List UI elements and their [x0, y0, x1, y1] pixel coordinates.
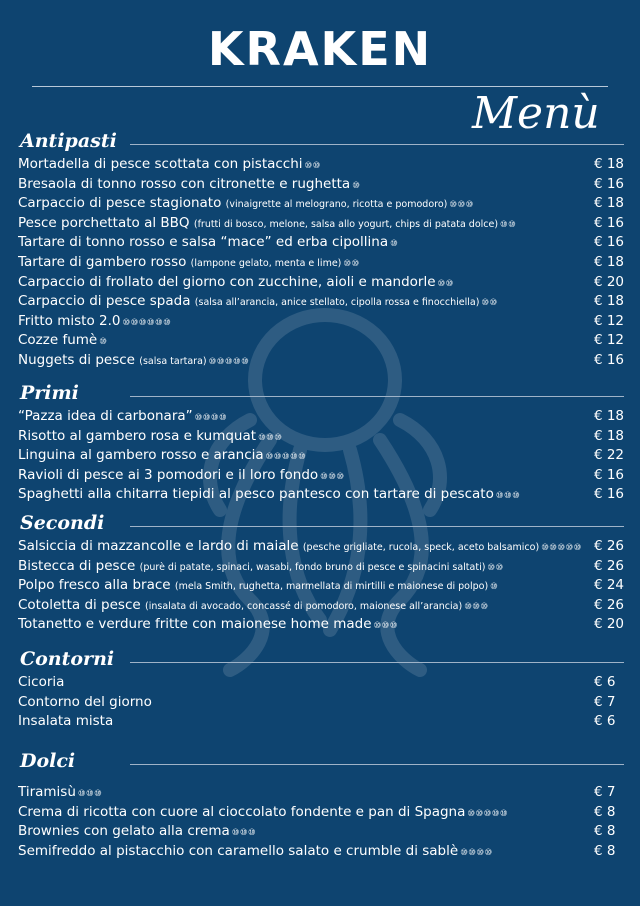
menu-item: Brownies con gelato alla crema ⑩⑩⑩ € 8 [18, 823, 624, 843]
allergen-icons: ⑩⑩⑩ [258, 432, 283, 443]
item-description: (lampone gelato, menta e lime) [190, 257, 342, 269]
menu-item: Cicoria € 6 [18, 674, 624, 694]
item-price: € 26 [593, 557, 624, 574]
menu-item: Risotto al gambero rosa e kumquat ⑩⑩⑩ € 18 [18, 427, 624, 444]
menu-item: Crema di ricotta con cuore al cioccolato fondente e pan di Spagna ⑩⑩⑩⑩⑩ € 8 [18, 804, 624, 824]
allergen-icons: ⑩⑩ [343, 258, 360, 269]
section-contorni [18, 648, 624, 733]
item-description: (pesche grigliate, rucola, speck, aceto balsamico) [302, 542, 540, 553]
section-secondi [18, 512, 624, 636]
allergen-icons: ⑩ [99, 337, 108, 348]
menu-item: Contorno del giorno € 7 [18, 694, 624, 714]
menu-item: “Pazza idea di carbonara” ⑩⑩⑩⑩ € 18 [18, 408, 624, 424]
item-description: (salsa all’arancia, anice stellato, cipolla rossa e finocchiella) [194, 297, 480, 309]
item-price: € 26 [593, 538, 624, 554]
menu-item: Tartare di gambero rosso (lampone gelato, menta e lime) ⑩⑩ € 18 [18, 253, 624, 270]
menu-item: Polpo fresco alla brace (mela Smith, rughetta, marmellata di mirtilli e maionese di polpo) ⑩ € 24 [18, 577, 624, 594]
item-price: € 20 [593, 616, 624, 633]
item-price: € 26 [593, 596, 624, 613]
menu-title: Menù [472, 88, 600, 139]
section-primi [18, 382, 624, 506]
allergen-icons: ⑩⑩⑩⑩⑩⑩ [122, 317, 172, 328]
item-price: € 18 [593, 408, 624, 424]
menu-item: Bistecca di pesce (purè di patate, spinaci, wasabi, fondo bruno di pesce e spinacini saltati) ⑩⑩ € 26 [18, 557, 624, 574]
item-price: € 18 [593, 253, 624, 270]
menu-item: Spaghetti alla chitarra tiepidi al pesco pantesco con tartare di pescato ⑩⑩⑩ € 16 [18, 486, 624, 503]
menu-item: Semifreddo al pistacchio con caramello salato e crumble di sablè ⑩⑩⑩⑩ € 8 [18, 843, 624, 863]
item-description: (frutti di bosco, melone, salsa allo yogurt, chips di patata dolce) [193, 218, 499, 230]
menu-item: Carpaccio di frollato del giorno con zucchine, aioli e mandorle ⑩⑩ € 20 [18, 273, 624, 290]
section-antipasti [18, 130, 624, 372]
menu-item: Ravioli di pesce ai 3 pomodori e il loro fondo ⑩⑩⑩ € 16 [18, 466, 624, 483]
allergen-icons: ⑩⑩⑩ [320, 471, 345, 482]
section-divider [130, 526, 624, 527]
allergen-icons: ⑩⑩ [487, 562, 504, 573]
item-description: (mela Smith, rughetta, marmellata di mirtilli e maionese di polpo) [174, 581, 489, 593]
menu-item: Totanetto e verdure fritte con maionese home made ⑩⑩⑩ € 20 [18, 616, 624, 633]
allergen-icons: ⑩⑩⑩⑩ [194, 413, 228, 423]
item-description: (vinaigrette al melograno, ricotta e pomodoro) [225, 199, 448, 211]
allergen-icons: ⑩⑩⑩ [449, 200, 474, 211]
item-price: € 16 [593, 234, 624, 251]
brand-logo: KRAKEN [207, 22, 433, 76]
section-title: Secondi [20, 512, 105, 534]
menu-item: Linguina al gambero rosso e arancia ⑩⑩⑩⑩⑩ € 22 [18, 447, 624, 464]
allergen-icons: ⑩ [390, 239, 399, 250]
item-price: € 7 [594, 784, 616, 800]
item-price: € 8 [594, 842, 616, 859]
allergen-icons: ⑩⑩ [304, 161, 321, 171]
allergen-icons: ⑩⑩⑩⑩⑩ [467, 808, 508, 819]
menu-item: Bresaola di tonno rosso con citronette e rughetta ⑩ € 16 [18, 175, 624, 192]
menu-item: Carpaccio di pesce spada (salsa all’arancia, anice stellato, cipolla rossa e finocchiella) ⑩⑩ € 18 [18, 293, 624, 310]
allergen-icons: ⑩⑩⑩⑩ [460, 847, 493, 858]
item-price: € 16 [593, 466, 624, 483]
menu-item: Cozze fumè ⑩ € 12 [18, 332, 624, 349]
allergen-icons: ⑩⑩⑩ [464, 601, 489, 612]
allergen-icons: ⑩⑩ [481, 298, 498, 309]
item-price: € 18 [593, 156, 624, 172]
item-price: € 12 [593, 312, 624, 329]
item-price: € 20 [593, 273, 624, 290]
item-price: € 6 [594, 713, 616, 730]
section-title: Antipasti [20, 130, 117, 152]
allergen-icons: ⑩⑩⑩ [77, 789, 103, 799]
item-price: € 22 [593, 447, 624, 464]
allergen-icons: ⑩⑩⑩ [373, 621, 398, 632]
menu-item: Mortadella di pesce scottata con pistacchi ⑩⑩ € 18 [18, 156, 624, 172]
item-price: € 18 [593, 293, 624, 310]
item-price: € 6 [594, 674, 616, 690]
item-price: € 8 [594, 803, 616, 820]
section-title: Contorni [20, 648, 115, 670]
item-description: (insalata di avocado, concassé di pomodoro, maionese all’arancia) [145, 600, 463, 612]
allergen-icons: ⑩⑩ [500, 219, 517, 230]
menu-item: Tartare di tonno rosso e salsa “mace” ed erba cipollina ⑩ € 16 [18, 234, 624, 251]
allergen-icons: ⑩⑩ [437, 278, 454, 289]
item-price: € 12 [593, 332, 624, 349]
item-price: € 16 [593, 214, 624, 231]
section-dolci [18, 750, 624, 862]
allergen-icons: ⑩ [490, 582, 499, 593]
item-price: € 7 [594, 693, 616, 710]
allergen-icons: ⑩⑩⑩⑩⑩ [208, 356, 250, 367]
section-divider [130, 144, 624, 145]
item-price: € 24 [593, 577, 624, 594]
item-description: (purè di patate, spinaci, wasabi, fondo bruno di pesce e spinacini saltati) [139, 561, 486, 573]
menu-item: Fritto misto 2.0 ⑩⑩⑩⑩⑩⑩ € 12 [18, 312, 624, 329]
menu-item: Carpaccio di pesce stagionato (vinaigrette al melograno, ricotta e pomodoro) ⑩⑩⑩ € 18 [18, 195, 624, 212]
item-price: € 18 [593, 195, 624, 212]
header-divider [32, 86, 608, 87]
allergen-icons: ⑩⑩⑩⑩⑩ [541, 543, 582, 553]
menu-item: Salsiccia di mazzancolle e lardo di maiale (pesche grigliate, rucola, speck, aceto balsamico) ⑩⑩⑩⑩⑩ € 26 [18, 538, 624, 554]
section-divider [130, 396, 624, 397]
menu-item: Pesce porchettato al BBQ (frutti di bosco, melone, salsa allo yogurt, chips di patata dolce) ⑩⑩ € 16 [18, 214, 624, 231]
section-title: Dolci [20, 750, 76, 772]
item-price: € 18 [593, 427, 624, 444]
menu-item: Tiramisù ⑩⑩⑩ € 7 [18, 784, 624, 804]
allergen-icons: ⑩⑩⑩ [231, 828, 257, 839]
allergen-icons: ⑩ [352, 180, 361, 191]
item-price: € 8 [594, 823, 616, 840]
item-price: € 16 [593, 351, 624, 368]
item-description: (salsa tartara) [139, 355, 207, 367]
menu-item: Insalata mista € 6 [18, 713, 624, 733]
section-divider [130, 662, 624, 663]
allergen-icons: ⑩⑩⑩ [495, 491, 521, 502]
item-price: € 16 [593, 486, 624, 503]
menu-item: Cotoletta di pesce (insalata di avocado, concassé di pomodoro, maionese all’arancia) ⑩⑩⑩ € 26 [18, 596, 624, 613]
section-title: Primi [20, 382, 79, 404]
allergen-icons: ⑩⑩⑩⑩⑩ [265, 452, 307, 463]
section-divider [130, 764, 624, 765]
item-price: € 16 [593, 175, 624, 192]
menu-item: Nuggets di pesce (salsa tartara) ⑩⑩⑩⑩⑩ € 16 [18, 351, 624, 368]
